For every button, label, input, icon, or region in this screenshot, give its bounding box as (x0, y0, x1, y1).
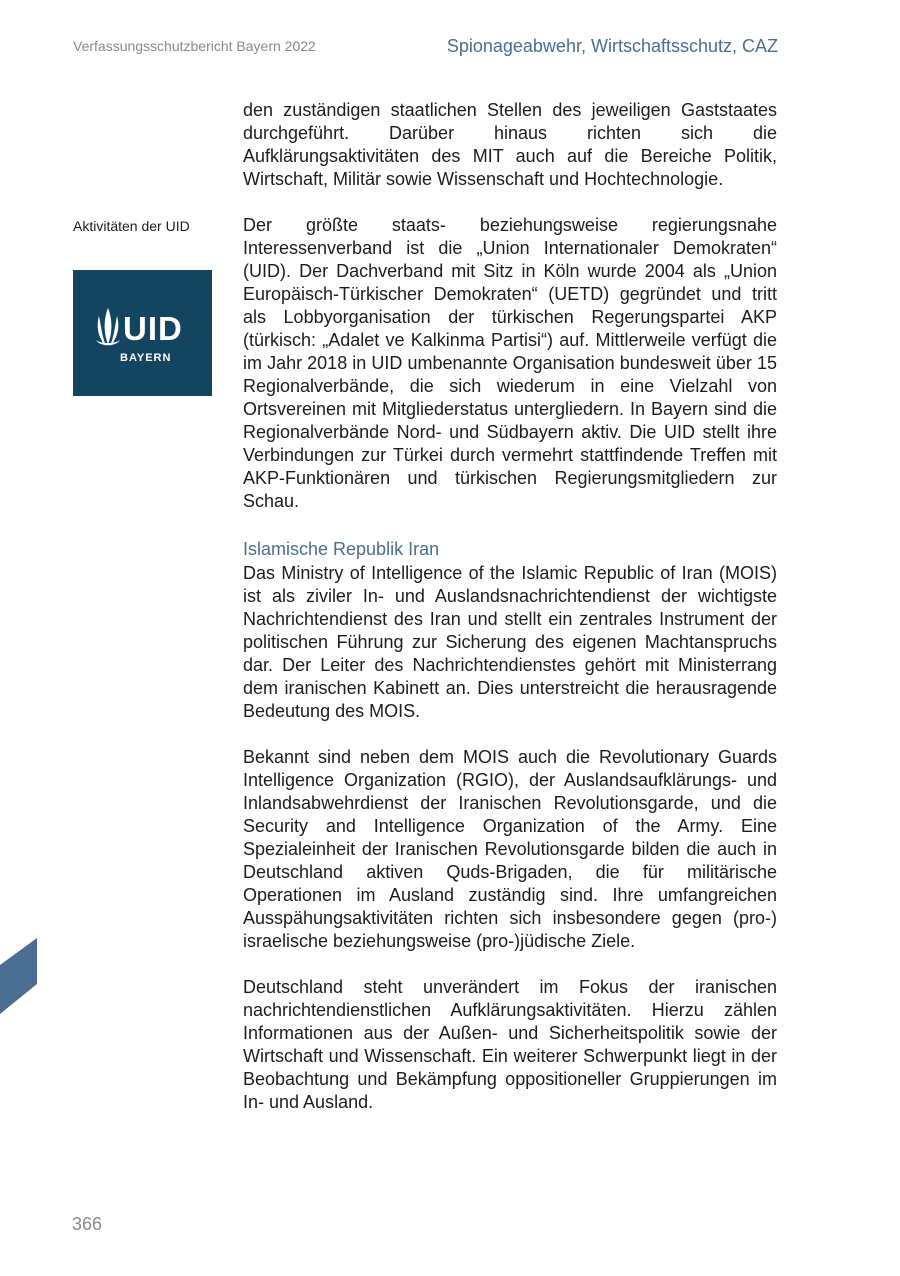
running-header-report-title: Verfassungsschutzbericht Bayern 2022 (73, 38, 316, 54)
iran-paragraph-2: Bekannt sind neben dem MOIS auch die Revolutionary Guards Intelligence Organization (RGIO), der Auslandsaufklärungs- und Inlandsabwehrdienst der Iranischen Revolutionsgarde, und die Security and Intelligence Organization of the Army. Eine Spezialeinheit der Iranischen Revolutionsgarde bilden die auch in Deutschland aktiven Quds-Brigaden, die für militärische Operationen im Ausland zuständig sind. Ihre umfangreichen Ausspähungsaktivitäten richten sich insbesondere gegen (pro-) israelische beziehungsweise (pro-)jüdische Ziele. (243, 747, 777, 951)
page-number: 366 (72, 1214, 103, 1234)
margin-label: Aktivitäten der UID (73, 218, 190, 234)
running-header-chapter-title: Spionageabwehr, Wirtschaftsschutz, CAZ (446, 36, 778, 56)
iran-paragraph-3: Deutschland steht unverändert im Fokus der iranischen nachrichtendienstlichen Aufklärungsaktivitäten. Hierzu zählen Informationen aus der Außen- und Sicherheitspolitik sowie der Wirtschaft und Wissenschaft. Ein weiterer Schwerpunkt liegt in der Beobachtung und Bekämpfung oppositioneller Gruppierungen im In- und Ausland. (243, 977, 777, 1112)
uid-bayern-logo (73, 270, 212, 396)
logo-wordmark: UID (123, 310, 183, 347)
section-heading: Islamische Republik Iran (243, 539, 440, 559)
logo-subtext: BAYERN (120, 352, 172, 364)
edge-marker-decoration (0, 938, 38, 1016)
flame-emblem-icon (93, 306, 123, 350)
uid-paragraph: Der größte staats- beziehungsweise regierungsnahe Interessenverband ist die „Union Internationaler Demokraten“ (UID). Der Dachverband mit Sitz in Köln wurde 2004 als „Union Europäisch-Türkischer Demokraten“ (UETD) gegründet und tritt als Lobbyorganisation der türkischen Regerungspartei AKP (türkisch: „Adalet ve Kalkinma Partisi“) auf. Mittlerweile verfügt die im Jahr 2018 in UID umbenannte Organisation bundesweit über 15 Regionalverbände, die sich wiederum in eine Vielzahl von Ortsvereinen mit Mitgliederstatus untergliedern. In Bayern sind die Regionalverbände Nord- und Südbayern aktiv. Die UID stellt ihre Verbindungen zur Türkei durch vermehrt stattfindende Treffen mit AKP-Funktionären und türkischen Regierungsmitgliedern zur Schau. (243, 215, 777, 511)
iran-paragraph-1: Das Ministry of Intelligence of the Islamic Republic of Iran (MOIS) ist als ziviler In- und Auslandsnachrichtendienst der wichtigste Nachrichtendienst des Iran und stellt ein zentrales Instrument der politischen Führung zur Sicherung des eigenen Machtanspruchs dar. Der Leiter des Nachrichtendienstes gehört mit Ministerrang dem iranischen Kabinett an. Dies unterstreicht die herausragende Bedeutung des MOIS. (243, 563, 777, 721)
intro-paragraph: den zuständigen staatlichen Stellen des jeweiligen Gaststaates durchgeführt. Darüber hinaus richten sich die Aufklärungsaktivitäten des MIT auch auf die Bereiche Politik, Wirtschaft, Militär sowie Wissenschaft und Hochtechnologie. (243, 100, 777, 189)
